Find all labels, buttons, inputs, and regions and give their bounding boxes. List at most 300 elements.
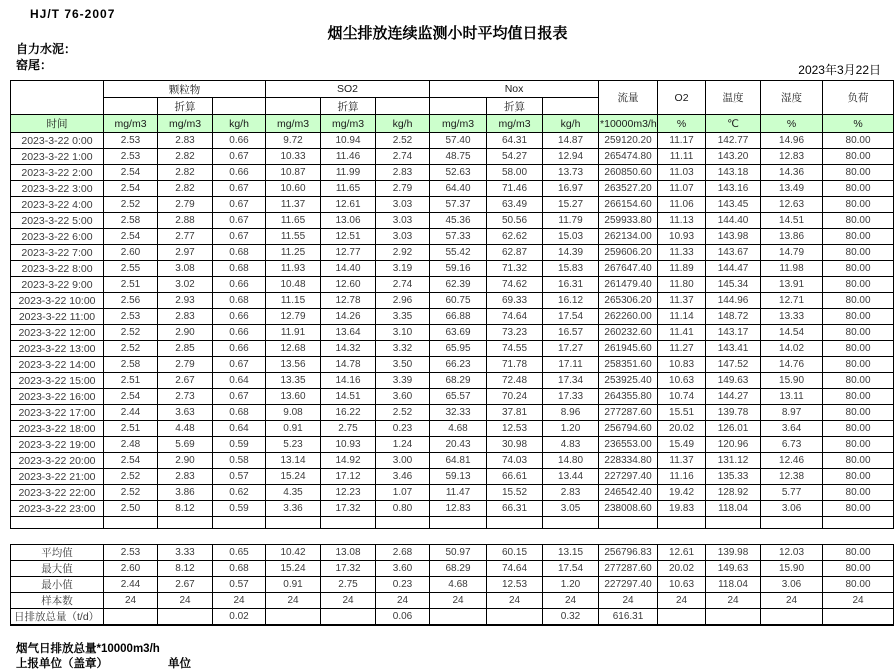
value-cell: 24 bbox=[158, 593, 213, 609]
nox-converted-unit: mg/m3 bbox=[487, 115, 543, 133]
value-cell: 2.83 bbox=[543, 485, 599, 501]
value-cell: 2.82 bbox=[158, 149, 213, 165]
time-cell: 2023-3-22 14:00 bbox=[11, 357, 104, 373]
value-cell bbox=[823, 609, 894, 626]
so2-converted-header: 折算 bbox=[321, 98, 376, 115]
value-cell: 17.32 bbox=[321, 561, 376, 577]
value-cell: 2.96 bbox=[376, 293, 430, 309]
value-cell: 17.33 bbox=[543, 389, 599, 405]
monitoring-table bbox=[10, 80, 894, 529]
pm-mg-unit: mg/m3 bbox=[104, 115, 158, 133]
summary-row bbox=[11, 593, 894, 609]
value-cell: 2.83 bbox=[376, 165, 430, 181]
table-row bbox=[11, 325, 894, 341]
value-cell: 135.33 bbox=[706, 469, 761, 485]
value-cell: 1.07 bbox=[376, 485, 430, 501]
value-cell: 266154.60 bbox=[599, 197, 658, 213]
value-cell: 4.68 bbox=[430, 421, 487, 437]
value-cell: 2.68 bbox=[376, 545, 430, 561]
value-cell: 11.03 bbox=[658, 165, 706, 181]
so2-rate-subheader bbox=[376, 98, 430, 115]
so2-raw-subheader bbox=[266, 98, 321, 115]
value-cell: 2.60 bbox=[104, 561, 158, 577]
humidity-unit: % bbox=[761, 115, 823, 133]
value-cell bbox=[321, 609, 376, 626]
empty-cell bbox=[543, 517, 599, 529]
value-cell: 3.86 bbox=[158, 485, 213, 501]
value-cell: 48.75 bbox=[430, 149, 487, 165]
value-cell: 12.03 bbox=[761, 545, 823, 561]
value-cell: 66.31 bbox=[487, 501, 543, 517]
value-cell: 59.13 bbox=[430, 469, 487, 485]
value-cell: 64.81 bbox=[430, 453, 487, 469]
value-cell: 246542.40 bbox=[599, 485, 658, 501]
summary-row bbox=[11, 577, 894, 593]
value-cell: 227297.40 bbox=[599, 577, 658, 593]
value-cell: 11.80 bbox=[658, 277, 706, 293]
value-cell: 2.53 bbox=[104, 545, 158, 561]
value-cell: 0.23 bbox=[376, 421, 430, 437]
nox-mg-unit: mg/m3 bbox=[430, 115, 487, 133]
value-cell: 144.40 bbox=[706, 213, 761, 229]
value-cell: 20.43 bbox=[430, 437, 487, 453]
value-cell: 11.27 bbox=[658, 341, 706, 357]
table-row bbox=[11, 357, 894, 373]
value-cell: 57.37 bbox=[430, 197, 487, 213]
time-cell: 2023-3-22 16:00 bbox=[11, 389, 104, 405]
value-cell: 4.48 bbox=[158, 421, 213, 437]
value-cell: 10.83 bbox=[658, 357, 706, 373]
value-cell: 74.64 bbox=[487, 309, 543, 325]
value-cell: 0.68 bbox=[213, 261, 266, 277]
time-cell: 2023-3-22 1:00 bbox=[11, 149, 104, 165]
value-cell: 139.98 bbox=[706, 545, 761, 561]
value-cell: 14.51 bbox=[321, 389, 376, 405]
value-cell: 3.63 bbox=[158, 405, 213, 421]
value-cell: 2.56 bbox=[104, 293, 158, 309]
value-cell: 24 bbox=[599, 593, 658, 609]
empty-cell bbox=[706, 517, 761, 529]
value-cell: 0.66 bbox=[213, 309, 266, 325]
value-cell: 144.96 bbox=[706, 293, 761, 309]
value-cell: 0.66 bbox=[213, 341, 266, 357]
table-row bbox=[11, 421, 894, 437]
value-cell: 13.49 bbox=[761, 181, 823, 197]
time-cell: 2023-3-22 2:00 bbox=[11, 165, 104, 181]
summary-row bbox=[11, 561, 894, 577]
table-row bbox=[11, 213, 894, 229]
value-cell bbox=[487, 609, 543, 626]
value-cell: 120.96 bbox=[706, 437, 761, 453]
pm-converted-header: 折算 bbox=[158, 98, 213, 115]
value-cell: 2.53 bbox=[104, 149, 158, 165]
value-cell: 24 bbox=[376, 593, 430, 609]
header-group-row bbox=[11, 81, 894, 98]
empty-cell bbox=[761, 517, 823, 529]
value-cell: 0.06 bbox=[376, 609, 430, 626]
value-cell: 50.97 bbox=[430, 545, 487, 561]
value-cell: 3.00 bbox=[376, 453, 430, 469]
summary-label: 日排放总量（t/d） bbox=[11, 609, 104, 626]
value-cell: 13.11 bbox=[761, 389, 823, 405]
value-cell: 259933.80 bbox=[599, 213, 658, 229]
value-cell: 2.92 bbox=[376, 245, 430, 261]
value-cell: 2.58 bbox=[104, 213, 158, 229]
value-cell: 12.61 bbox=[658, 545, 706, 561]
value-cell: 149.63 bbox=[706, 373, 761, 389]
value-cell: 11.65 bbox=[266, 213, 321, 229]
company-name: 自力水泥： bbox=[16, 42, 77, 56]
humidity-header: 湿度 bbox=[761, 81, 823, 115]
empty-cell bbox=[430, 517, 487, 529]
value-cell: 0.23 bbox=[376, 577, 430, 593]
summary-label: 样本数 bbox=[11, 593, 104, 609]
value-cell: 142.77 bbox=[706, 133, 761, 149]
time-cell: 2023-3-22 11:00 bbox=[11, 309, 104, 325]
value-cell: 37.81 bbox=[487, 405, 543, 421]
value-cell: 2.52 bbox=[104, 485, 158, 501]
value-cell: 68.29 bbox=[430, 561, 487, 577]
value-cell bbox=[266, 609, 321, 626]
value-cell: 0.91 bbox=[266, 577, 321, 593]
value-cell: 2.88 bbox=[158, 213, 213, 229]
value-cell: 74.62 bbox=[487, 277, 543, 293]
value-cell: 13.91 bbox=[761, 277, 823, 293]
value-cell: 2.52 bbox=[104, 469, 158, 485]
value-cell: 62.62 bbox=[487, 229, 543, 245]
value-cell: 71.46 bbox=[487, 181, 543, 197]
value-cell: 2.93 bbox=[158, 293, 213, 309]
time-header-spacer bbox=[11, 81, 104, 115]
value-cell: 264355.80 bbox=[599, 389, 658, 405]
value-cell: 32.33 bbox=[430, 405, 487, 421]
value-cell: 2.83 bbox=[158, 469, 213, 485]
value-cell: 58.00 bbox=[487, 165, 543, 181]
value-cell: 260850.60 bbox=[599, 165, 658, 181]
time-cell: 2023-3-22 0:00 bbox=[11, 133, 104, 149]
value-cell: 11.14 bbox=[658, 309, 706, 325]
value-cell: 15.27 bbox=[543, 197, 599, 213]
value-cell: 2.67 bbox=[158, 577, 213, 593]
value-cell: 3.33 bbox=[158, 545, 213, 561]
value-cell: 57.33 bbox=[430, 229, 487, 245]
value-cell bbox=[430, 609, 487, 626]
empty-cell bbox=[213, 517, 266, 529]
value-cell: 0.67 bbox=[213, 389, 266, 405]
value-cell: 0.66 bbox=[213, 133, 266, 149]
table-row bbox=[11, 501, 894, 517]
value-cell: 2.75 bbox=[321, 577, 376, 593]
value-cell: 2.58 bbox=[104, 357, 158, 373]
value-cell bbox=[658, 609, 706, 626]
report-date: 2023年3月22日 bbox=[798, 63, 881, 77]
value-cell: 145.34 bbox=[706, 277, 761, 293]
value-cell: 267647.40 bbox=[599, 261, 658, 277]
value-cell: 80.00 bbox=[823, 325, 894, 341]
value-cell: 80.00 bbox=[823, 373, 894, 389]
value-cell: 0.68 bbox=[213, 405, 266, 421]
value-cell: 16.57 bbox=[543, 325, 599, 341]
value-cell: 11.79 bbox=[543, 213, 599, 229]
value-cell bbox=[158, 609, 213, 626]
table-row bbox=[11, 261, 894, 277]
empty-cell bbox=[658, 517, 706, 529]
empty-cell bbox=[104, 517, 158, 529]
value-cell: 236553.00 bbox=[599, 437, 658, 453]
value-cell: 80.00 bbox=[823, 309, 894, 325]
nox-kg-unit: kg/h bbox=[543, 115, 599, 133]
pm-rate-subheader bbox=[213, 98, 266, 115]
value-cell: 2.90 bbox=[158, 453, 213, 469]
table-row bbox=[11, 197, 894, 213]
o2-unit: % bbox=[658, 115, 706, 133]
standard-code: HJ/T 76-2007 bbox=[30, 7, 116, 21]
value-cell: 3.60 bbox=[376, 561, 430, 577]
value-cell: 73.23 bbox=[487, 325, 543, 341]
value-cell: 13.14 bbox=[266, 453, 321, 469]
value-cell: 10.93 bbox=[321, 437, 376, 453]
value-cell: 0.67 bbox=[213, 181, 266, 197]
time-cell: 2023-3-22 6:00 bbox=[11, 229, 104, 245]
value-cell: 30.98 bbox=[487, 437, 543, 453]
value-cell: 11.98 bbox=[761, 261, 823, 277]
value-cell: 0.68 bbox=[213, 245, 266, 261]
value-cell: 10.63 bbox=[658, 577, 706, 593]
value-cell: 12.83 bbox=[761, 149, 823, 165]
time-cell: 2023-3-22 8:00 bbox=[11, 261, 104, 277]
value-cell: 11.46 bbox=[321, 149, 376, 165]
value-cell: 261945.60 bbox=[599, 341, 658, 357]
value-cell: 12.51 bbox=[321, 229, 376, 245]
nox-raw-subheader bbox=[430, 98, 487, 115]
value-cell: 14.36 bbox=[761, 165, 823, 181]
value-cell: 260232.60 bbox=[599, 325, 658, 341]
value-cell: 24 bbox=[543, 593, 599, 609]
value-cell: 9.72 bbox=[266, 133, 321, 149]
table-row bbox=[11, 373, 894, 389]
value-cell: 80.00 bbox=[823, 213, 894, 229]
value-cell: 12.71 bbox=[761, 293, 823, 309]
value-cell: 14.51 bbox=[761, 213, 823, 229]
value-cell: 17.32 bbox=[321, 501, 376, 517]
value-cell: 3.39 bbox=[376, 373, 430, 389]
value-cell: 265474.80 bbox=[599, 149, 658, 165]
value-cell: 14.87 bbox=[543, 133, 599, 149]
value-cell: 74.55 bbox=[487, 341, 543, 357]
value-cell: 3.36 bbox=[266, 501, 321, 517]
value-cell: 13.15 bbox=[543, 545, 599, 561]
value-cell: 80.00 bbox=[823, 545, 894, 561]
value-cell: 3.06 bbox=[761, 501, 823, 517]
value-cell: 17.27 bbox=[543, 341, 599, 357]
value-cell: 16.97 bbox=[543, 181, 599, 197]
value-cell: 80.00 bbox=[823, 181, 894, 197]
value-cell: 2.48 bbox=[104, 437, 158, 453]
value-cell: 17.54 bbox=[543, 561, 599, 577]
value-cell: 6.73 bbox=[761, 437, 823, 453]
value-cell: 80.00 bbox=[823, 277, 894, 293]
value-cell: 13.06 bbox=[321, 213, 376, 229]
value-cell: 3.35 bbox=[376, 309, 430, 325]
value-cell: 0.67 bbox=[213, 357, 266, 373]
value-cell: 10.33 bbox=[266, 149, 321, 165]
value-cell: 12.60 bbox=[321, 277, 376, 293]
table-row bbox=[11, 245, 894, 261]
value-cell: 2.52 bbox=[104, 197, 158, 213]
time-header: 时间 bbox=[11, 115, 104, 133]
value-cell: 0.66 bbox=[213, 277, 266, 293]
pm-group-header: 颗粒物 bbox=[104, 81, 266, 98]
value-cell: 3.64 bbox=[761, 421, 823, 437]
value-cell: 0.67 bbox=[213, 197, 266, 213]
value-cell: 80.00 bbox=[823, 437, 894, 453]
value-cell: 0.57 bbox=[213, 577, 266, 593]
value-cell: 12.61 bbox=[321, 197, 376, 213]
value-cell: 19.42 bbox=[658, 485, 706, 501]
value-cell: 0.67 bbox=[213, 149, 266, 165]
value-cell: 80.00 bbox=[823, 561, 894, 577]
table-row bbox=[11, 293, 894, 309]
value-cell: 263527.20 bbox=[599, 181, 658, 197]
value-cell: 2.52 bbox=[104, 341, 158, 357]
value-cell: 10.94 bbox=[321, 133, 376, 149]
value-cell: 16.12 bbox=[543, 293, 599, 309]
summary-label: 最小值 bbox=[11, 577, 104, 593]
value-cell: 15.90 bbox=[761, 561, 823, 577]
value-cell: 149.63 bbox=[706, 561, 761, 577]
value-cell: 17.54 bbox=[543, 309, 599, 325]
value-cell: 11.07 bbox=[658, 181, 706, 197]
value-cell: 13.73 bbox=[543, 165, 599, 181]
value-cell: 80.00 bbox=[823, 229, 894, 245]
value-cell: 2.52 bbox=[376, 405, 430, 421]
value-cell: 15.51 bbox=[658, 405, 706, 421]
value-cell: 2.51 bbox=[104, 277, 158, 293]
time-cell: 2023-3-22 4:00 bbox=[11, 197, 104, 213]
value-cell: 70.24 bbox=[487, 389, 543, 405]
table-row bbox=[11, 341, 894, 357]
value-cell: 60.75 bbox=[430, 293, 487, 309]
value-cell: 0.67 bbox=[213, 229, 266, 245]
value-cell: 0.57 bbox=[213, 469, 266, 485]
value-cell: 12.46 bbox=[761, 453, 823, 469]
value-cell: 20.02 bbox=[658, 561, 706, 577]
value-cell: 143.20 bbox=[706, 149, 761, 165]
value-cell: 238008.60 bbox=[599, 501, 658, 517]
value-cell: 3.46 bbox=[376, 469, 430, 485]
value-cell: 15.24 bbox=[266, 469, 321, 485]
so2-converted-unit: mg/m3 bbox=[321, 115, 376, 133]
value-cell: 0.02 bbox=[213, 609, 266, 626]
time-cell: 2023-3-22 17:00 bbox=[11, 405, 104, 421]
value-cell: 144.27 bbox=[706, 389, 761, 405]
value-cell: 261479.40 bbox=[599, 277, 658, 293]
time-cell: 2023-3-22 5:00 bbox=[11, 213, 104, 229]
temperature-header: 温度 bbox=[706, 81, 761, 115]
value-cell: 258351.60 bbox=[599, 357, 658, 373]
nox-group-header: Nox bbox=[430, 81, 599, 98]
so2-group-header: SO2 bbox=[266, 81, 430, 98]
value-cell: 12.83 bbox=[430, 501, 487, 517]
value-cell: 143.98 bbox=[706, 229, 761, 245]
value-cell: 63.69 bbox=[430, 325, 487, 341]
value-cell bbox=[104, 609, 158, 626]
pm-raw-subheader bbox=[104, 98, 158, 115]
value-cell: 11.15 bbox=[266, 293, 321, 309]
value-cell: 3.19 bbox=[376, 261, 430, 277]
value-cell: 1.20 bbox=[543, 577, 599, 593]
load-header: 负荷 bbox=[823, 81, 894, 115]
value-cell: 144.47 bbox=[706, 261, 761, 277]
value-cell: 2.74 bbox=[376, 149, 430, 165]
value-cell: 0.32 bbox=[543, 609, 599, 626]
time-cell: 2023-3-22 15:00 bbox=[11, 373, 104, 389]
value-cell: 228334.80 bbox=[599, 453, 658, 469]
table-row bbox=[11, 453, 894, 469]
empty-cell bbox=[321, 517, 376, 529]
time-cell: 2023-3-22 10:00 bbox=[11, 293, 104, 309]
value-cell: 128.92 bbox=[706, 485, 761, 501]
value-cell: 66.61 bbox=[487, 469, 543, 485]
value-cell: 63.49 bbox=[487, 197, 543, 213]
value-cell: 14.02 bbox=[761, 341, 823, 357]
value-cell: 1.24 bbox=[376, 437, 430, 453]
value-cell: 11.37 bbox=[658, 293, 706, 309]
value-cell: 24 bbox=[823, 593, 894, 609]
flow-header: 流量 bbox=[599, 81, 658, 115]
value-cell: 14.76 bbox=[761, 357, 823, 373]
value-cell: 11.16 bbox=[658, 469, 706, 485]
time-cell: 2023-3-22 9:00 bbox=[11, 277, 104, 293]
value-cell: 12.63 bbox=[761, 197, 823, 213]
value-cell: 11.13 bbox=[658, 213, 706, 229]
time-cell: 2023-3-22 7:00 bbox=[11, 245, 104, 261]
value-cell: 10.48 bbox=[266, 277, 321, 293]
value-cell: 256794.60 bbox=[599, 421, 658, 437]
value-cell: 24 bbox=[706, 593, 761, 609]
value-cell: 11.65 bbox=[321, 181, 376, 197]
empty-cell bbox=[158, 517, 213, 529]
value-cell: 4.68 bbox=[430, 577, 487, 593]
value-cell: 80.00 bbox=[823, 245, 894, 261]
value-cell: 0.64 bbox=[213, 373, 266, 389]
value-cell: 68.29 bbox=[430, 373, 487, 389]
empty-cell bbox=[599, 517, 658, 529]
value-cell: 13.56 bbox=[266, 357, 321, 373]
value-cell: 11.25 bbox=[266, 245, 321, 261]
time-cell: 2023-3-22 19:00 bbox=[11, 437, 104, 453]
time-cell: 2023-3-22 22:00 bbox=[11, 485, 104, 501]
value-cell: 2.60 bbox=[104, 245, 158, 261]
value-cell: 80.00 bbox=[823, 341, 894, 357]
value-cell: 11.89 bbox=[658, 261, 706, 277]
time-cell: 2023-3-22 20:00 bbox=[11, 453, 104, 469]
value-cell: 11.55 bbox=[266, 229, 321, 245]
value-cell: 24 bbox=[321, 593, 376, 609]
empty-cell bbox=[266, 517, 321, 529]
value-cell: 3.03 bbox=[376, 197, 430, 213]
value-cell: 74.64 bbox=[487, 561, 543, 577]
value-cell: 80.00 bbox=[823, 261, 894, 277]
value-cell: 143.17 bbox=[706, 325, 761, 341]
table-row bbox=[11, 165, 894, 181]
value-cell: 11.37 bbox=[266, 197, 321, 213]
value-cell: 2.82 bbox=[158, 181, 213, 197]
value-cell: 80.00 bbox=[823, 453, 894, 469]
time-cell: 2023-3-22 21:00 bbox=[11, 469, 104, 485]
value-cell: 15.52 bbox=[487, 485, 543, 501]
data-rows bbox=[11, 133, 894, 529]
